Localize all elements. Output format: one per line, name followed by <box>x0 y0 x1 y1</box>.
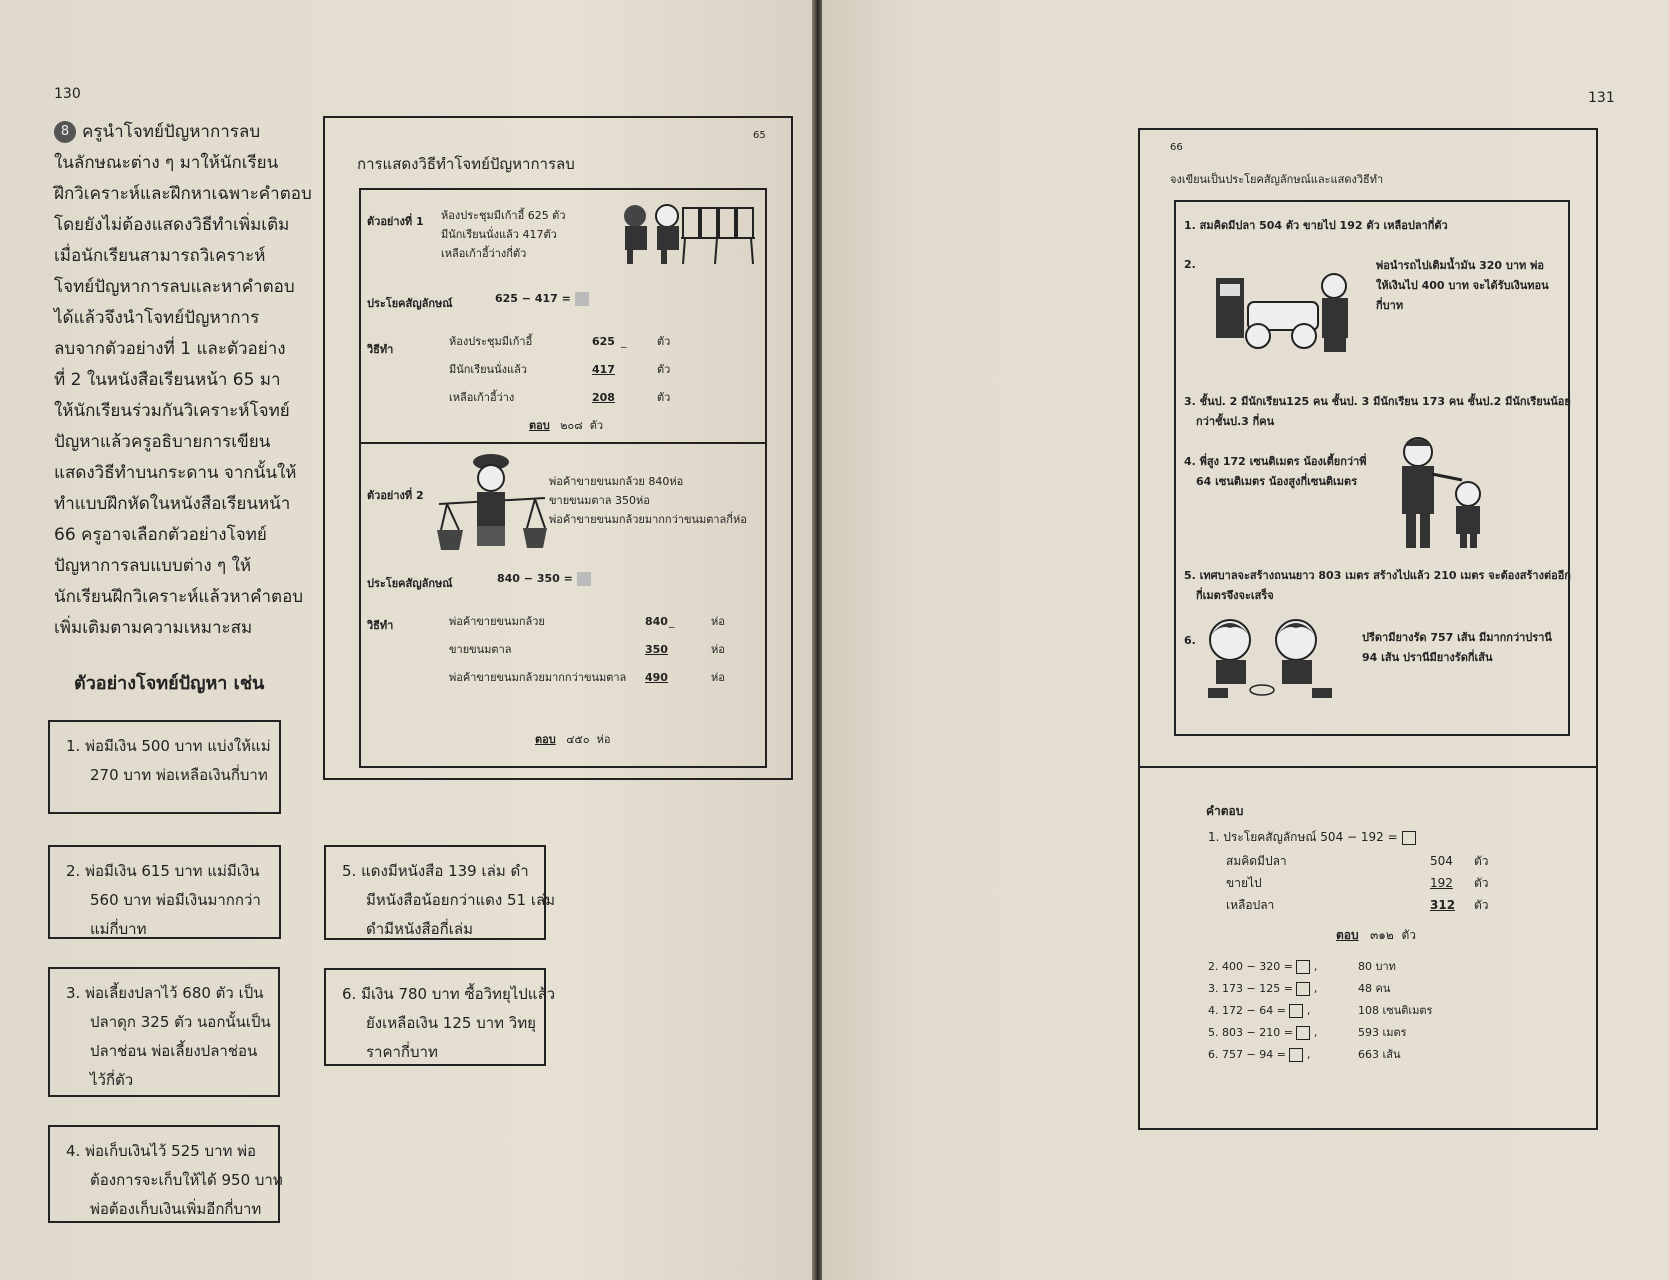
example-1-method-label: วิธีทำ <box>367 343 394 356</box>
textbook-page-number: 65 <box>753 130 766 141</box>
answer-1-sentence: 1. ประโยคสัญลักษณ์ 504 − 192 = <box>1208 828 1416 847</box>
page-number-left: 130 <box>54 86 81 102</box>
example-2-problem: พ่อค้าขายขนมกล้วย 840ห่อ ขายขนมตาล 350ห่อ พ่อค้าขายขนมกล้วยมากกว่าขนมตาลกี่ห่อ <box>549 475 747 526</box>
teacher-line: ในลักษณะต่าง ๆ มาให้นักเรียน <box>54 153 279 173</box>
textbook-page-65 <box>323 116 793 780</box>
example-1-method: ห้องประชุมมีเก้าอี้ 625 _ ตัว มีนักเรียนนั่งแล้ว 417 ตัว เหลือเก้าอี้ว่าง 208 ตัว <box>449 335 671 404</box>
answer-list: 2. 400 − 320 = , 80 บาท 3. 173 − 125 = , 48 คน 4. 172 − 64 = , 108 เซนติเมตร 5. 803 − 210 = , 593 เมตร 6. 757 − 94 = , 663 เส้น <box>1208 960 1433 1061</box>
problem-box-2: 2. พ่อมีเงิน 615 บาท แม่มีเงิน 560 บาท พ่อมีเงินมากกว่า แม่กี่บาท <box>48 845 281 939</box>
girls-rubber-bands-illustration <box>1196 614 1346 704</box>
vendor-illustration <box>437 454 547 566</box>
teacher-line: ลบจากตัวอย่างที่ 1 และตัวอย่าง <box>54 339 286 359</box>
example-2-method: พ่อค้าขายขนมกล้วย 840 _ ห่อ ขายขนมตาล 350 ห่อ พ่อค้าขายขนมกล้วยมากกว่าขนมตาล 490 ห่อ <box>449 615 725 684</box>
teacher-line: ที่ 2 ในหนังสือเรียนหน้า 65 มา <box>54 370 281 390</box>
page-number-right: 131 <box>1588 90 1615 106</box>
example-1-answer: ตอบ ๒๐๘ ตัว <box>529 419 604 432</box>
example-1-label: ตัวอย่างที่ 1 <box>367 215 424 228</box>
textbook-title: การแสดงวิธีทำโจทย์ปัญหาการลบ <box>357 155 575 173</box>
teacher-line: ฝึกวิเคราะห์และฝึกหาเฉพาะคำตอบ <box>54 184 312 204</box>
car-fuel-illustration <box>1212 272 1362 358</box>
teacher-line: ทำแบบฝึกหัดในหนังสือเรียนหน้า <box>54 494 291 514</box>
example-2-sentence-label: ประโยคสัญลักษณ์ <box>367 577 453 590</box>
question-1: 1. สมคิดมีปลา 504 ตัว ขายไป 192 ตัว เหลือปลากี่ตัว <box>1184 219 1448 232</box>
question-6-number: 6. <box>1184 634 1196 647</box>
examples-heading: ตัวอย่างโจทย์ปัญหา เช่น <box>74 673 265 694</box>
teacher-line: 66 ครูอาจเลือกตัวอย่างโจทย์ <box>54 525 267 545</box>
problem-box-1: 1. พ่อมีเงิน 500 บาท แบ่งให้แม่ 270 บาท พ่อเหลือเงินกี่บาท <box>48 720 281 814</box>
example-2-method-label: วิธีทำ <box>367 619 394 632</box>
example-1-sentence-label: ประโยคสัญลักษณ์ <box>367 297 453 310</box>
question-4: 4. พี่สูง 172 เซนติเมตร น้องเตี้ยกว่าพี่ 64 เซนติเมตร น้องสูงกี่เซนติเมตร <box>1184 455 1367 488</box>
answer-1-result: ตอบ ๓๑๒ ตัว <box>1336 928 1416 942</box>
question-2: พ่อนำรถไปเติมน้ำมัน 320 บาท พ่อ ให้เงินไป 400 บาท จะได้รับเงินทอน กี่บาท <box>1376 259 1549 312</box>
question-6: ปรีดามียางรัด 757 เส้น มีมากกว่าปรานี 94 เส้น ปรานีมียางรัดกี่เส้น <box>1362 631 1552 664</box>
question-3: 3. ชั้นป. 2 มีนักเรียน125 คน ชั้นป. 3 มีนักเรียน 173 คน ชั้นป.2 มีนักเรียนน้อย กว่าชั้นป.3 กี่คน <box>1184 395 1571 428</box>
teacher-line: ได้แล้วจึงนำโจทย์ปัญหาการ <box>54 308 260 328</box>
textbook-page-66 <box>1138 128 1598 1130</box>
example-2-sentence: 840 − 350 = <box>497 572 591 586</box>
left-page <box>0 0 815 1280</box>
teacher-instructions <box>54 117 312 644</box>
problem-box-3: 3. พ่อเลี้ยงปลาไว้ 680 ตัว เป็น ปลาดุก 325 ตัว นอกนั้นเป็น ปลาช่อน พ่อเลี้ยงปลาช่อน ไว้กี่ตัว <box>48 967 280 1097</box>
example-1-sentence: 625 − 417 = <box>495 292 589 306</box>
question-5: 5. เทศบาลจะสร้างถนนยาว 803 เมตร สร้างไปแล้ว 210 เมตร จะต้องสร้างต่ออีก กี่เมตรจึงจะเสร็จ <box>1184 569 1571 602</box>
teacher-line: ปัญหาแล้วครูอธิบายการเขียน <box>54 432 271 452</box>
exercise-instruction: จงเขียนเป็นประโยคสัญลักษณ์และแสดงวิธีทำ <box>1170 173 1384 186</box>
problem-box-6: 6. มีเงิน 780 บาท ซื้อวิทยุไปแล้ว ยังเหลือเงิน 125 บาท วิทยุ ราคากี่บาท <box>324 968 546 1066</box>
exercise-panel <box>1174 200 1570 736</box>
teacher-line: เมื่อนักเรียนสามารถวิเคราะห์ <box>54 246 266 266</box>
example-1-problem: ห้องประชุมมีเก้าอี้ 625 ตัว มีนักเรียนนั่งแล้ว 417ตัว เหลือเก้าอี้ว่างกี่ตัว <box>441 209 566 260</box>
question-2-number: 2. <box>1184 258 1196 271</box>
example-2-label: ตัวอย่างที่ 2 <box>367 489 424 502</box>
problem-box-5: 5. แดงมีหนังสือ 139 เล่ม ดำ มีหนังสือน้อยกว่าแดง 51 เล่ม ดำมีหนังสือกี่เล่ม <box>324 845 546 940</box>
teacher-line: แสดงวิธีทำบนกระดาน จากนั้นให้ <box>54 463 297 483</box>
blank-box <box>575 292 589 306</box>
teacher-line: 8 ครูนำโจทย์ปัญหาการลบ <box>54 117 286 148</box>
teacher-line: ให้นักเรียนร่วมกันวิเคราะห์โจทย์ <box>54 401 290 421</box>
teacher-line: นักเรียนฝึกวิเคราะห์แล้วหาคำตอบ <box>54 587 304 607</box>
textbook-page-number: 66 <box>1170 142 1183 153</box>
teacher-line: เพิ่มเติมตามความเหมาะสม <box>54 618 253 638</box>
blank-box <box>577 572 591 586</box>
example-2-answer: ตอบ ๔๕๐ ห่อ <box>535 733 611 746</box>
problem-box-4: 4. พ่อเก็บเงินไว้ 525 บาท พ่อ ต้องการจะเก็บให้ได้ 950 บาท พ่อต้องเก็บเงินเพิ่มอีกกี่บาท <box>48 1125 280 1223</box>
divider <box>361 442 765 444</box>
siblings-height-illustration <box>1390 434 1490 552</box>
teacher-line: ปัญหาการลบแบบต่าง ๆ ให้ <box>54 556 252 576</box>
examples-panel <box>359 188 767 768</box>
teacher-line: โดยยังไม่ต้องแสดงวิธีทำเพิ่มเติม <box>54 215 290 235</box>
answer-1-method: สมคิดมีปลา 504 ตัว ขายไป 192 ตัว เหลือปลา 312 ตัว <box>1226 854 1489 912</box>
answers-title: คำตอบ <box>1206 804 1244 818</box>
blank-box <box>1402 831 1416 845</box>
step-number-badge: 8 <box>54 121 76 143</box>
teacher-line: โจทย์ปัญหาการลบและหาคำตอบ <box>54 277 295 297</box>
children-chairs-illustration <box>617 200 757 270</box>
right-page <box>822 0 1669 1280</box>
answers-divider <box>1140 766 1596 768</box>
